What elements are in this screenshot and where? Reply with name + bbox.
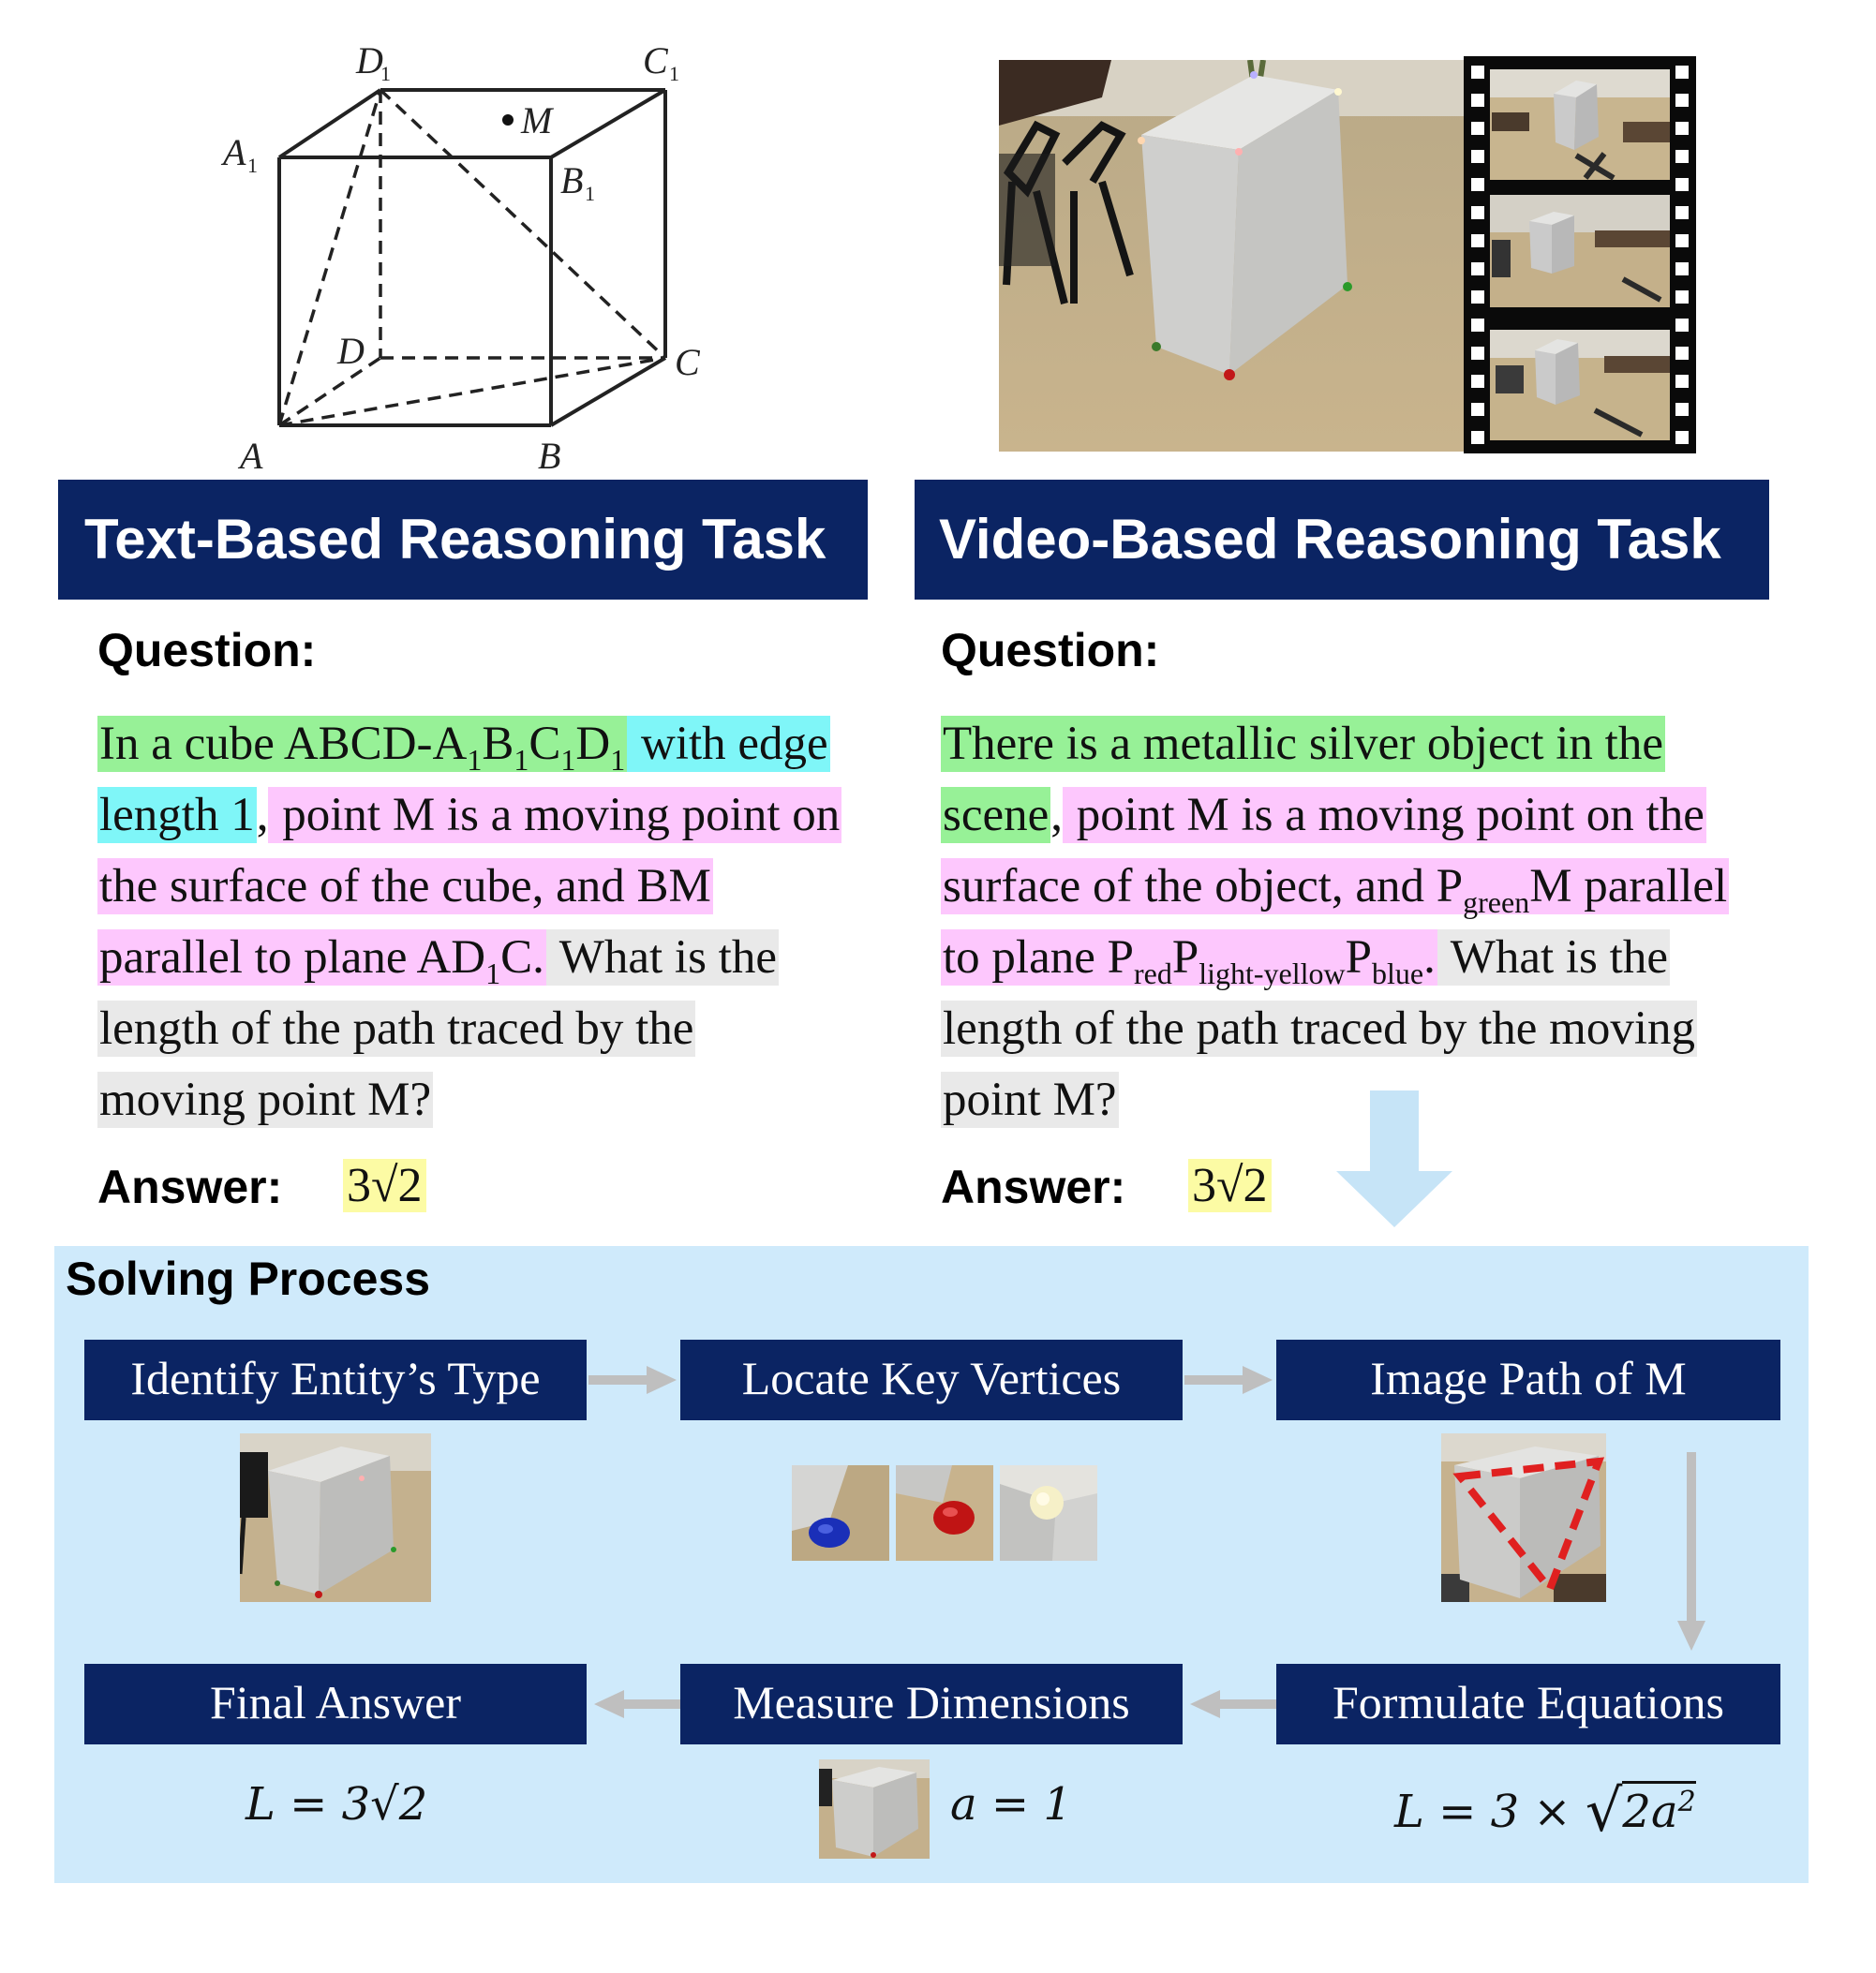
- left-q-sub-a: 1: [467, 743, 483, 777]
- right-question-comma: ,: [1050, 789, 1064, 841]
- vertex-blue-thumbnail: [792, 1465, 889, 1561]
- arrow-down-head: [1677, 1621, 1705, 1651]
- video-task-banner: Video-Based Reasoning Task: [915, 480, 1769, 600]
- left-question-ask: What is the length of the path traced by the moving point M?: [99, 931, 777, 1126]
- step-measure-dimensions: Measure Dimensions: [680, 1664, 1183, 1744]
- arrow-right-1-head: [647, 1366, 677, 1394]
- label-a: A: [240, 435, 263, 477]
- arrow-right-2-head: [1243, 1366, 1273, 1394]
- label-b: B: [538, 435, 561, 477]
- right-q-sub-green: green: [1463, 885, 1530, 919]
- equation-inner: [1622, 1781, 1695, 1838]
- right-question-entity: There is a metallic silver object in the scene: [943, 718, 1663, 841]
- vertex-red-thumbnail: [896, 1465, 993, 1561]
- left-question-label: Question:: [97, 624, 317, 676]
- left-question-comma: ,: [256, 789, 269, 841]
- label-d: D: [337, 330, 365, 372]
- equation-left: L = 3 ×: [1394, 1786, 1571, 1838]
- label-b1-sub: 1: [585, 182, 595, 205]
- label-d1: D: [356, 39, 383, 82]
- label-b1: B: [560, 159, 584, 201]
- equation-inner-text: 2a: [1622, 1786, 1678, 1838]
- left-answer-value-text: 3√2: [343, 1159, 426, 1212]
- left-question-edge: with edge length 1: [99, 718, 828, 841]
- right-answer-label: Answer:: [941, 1161, 1126, 1213]
- step-formulate-equations: Formulate Equations: [1276, 1664, 1780, 1744]
- right-q-p-end: P: [1345, 931, 1373, 984]
- left-q-sub-c: 1: [560, 743, 576, 777]
- step-locate-vertices: Locate Key Vertices: [680, 1340, 1183, 1420]
- right-q-dot: .: [1423, 931, 1436, 984]
- right-q-cond2: M parallel to plane P: [943, 860, 1728, 984]
- arrow-right-1: [588, 1375, 650, 1385]
- sqrt-icon: √: [1585, 1776, 1623, 1845]
- path-thumbnail: [1441, 1433, 1606, 1602]
- right-answer-value-text: 3√2: [1188, 1159, 1272, 1212]
- vertex-light-yellow-thumbnail: [1000, 1465, 1097, 1561]
- solving-process-title: Solving Process: [66, 1253, 431, 1305]
- left-q-sub-b: 1: [514, 743, 529, 777]
- left-q-sub-e: 1: [485, 957, 501, 990]
- right-q-sub-light-yellow: light-yellow: [1199, 957, 1346, 990]
- measure-thumbnail: [819, 1759, 930, 1859]
- label-m: M: [521, 99, 553, 141]
- text-task-banner: Text-Based Reasoning Task: [58, 480, 868, 600]
- label-a1-sub: 1: [247, 154, 258, 177]
- left-q-part2: B: [482, 718, 514, 770]
- arrow-down: [1687, 1452, 1696, 1626]
- right-q-sub-red: red: [1133, 957, 1172, 990]
- arrow-left-2-head: [594, 1690, 624, 1718]
- label-c1: C: [643, 39, 668, 82]
- final-answer-formula: L = 3√2: [246, 1778, 428, 1831]
- left-q-sub-d: 1: [610, 743, 626, 777]
- measure-formula: a = 1: [950, 1778, 1072, 1831]
- right-question-ask: What is the length of the path traced by the moving point M?: [943, 931, 1696, 1126]
- arrow-right-2: [1184, 1375, 1246, 1385]
- label-d1-sub: 1: [380, 62, 391, 85]
- entity-thumbnail: [240, 1433, 431, 1602]
- label-c: C: [675, 341, 700, 383]
- arrow-left-1-head: [1190, 1690, 1220, 1718]
- label-c1-sub: 1: [669, 62, 679, 85]
- step-identify-entity: Identify Entity’s Type: [84, 1340, 587, 1420]
- left-q-part1: In a cube ABCD-A: [99, 718, 468, 770]
- label-a1: A: [223, 131, 246, 173]
- equation-exponent: 2: [1677, 1786, 1696, 1818]
- arrow-left-1: [1216, 1699, 1276, 1709]
- step-final-answer: Final Answer: [84, 1664, 587, 1744]
- arrow-left-2: [620, 1699, 680, 1709]
- left-q-condition-end: C.: [500, 931, 544, 984]
- right-q-p-mid: P: [1171, 931, 1199, 984]
- left-q-part3: C: [529, 718, 561, 770]
- left-answer-label: Answer:: [97, 1161, 283, 1213]
- right-q-sub-blue: blue: [1372, 957, 1424, 990]
- equation-formula: [1394, 1776, 1696, 1845]
- right-question-label: Question:: [941, 624, 1160, 676]
- right-q-cond1: point M is a moving point on the surface of the object, and P: [943, 789, 1705, 912]
- left-q-part4: D: [575, 718, 611, 770]
- left-q-condition-text: point M is a moving point on the surface of the cube, and BM parallel to plane AD: [99, 789, 841, 984]
- step-image-path: Image Path of M: [1276, 1340, 1780, 1420]
